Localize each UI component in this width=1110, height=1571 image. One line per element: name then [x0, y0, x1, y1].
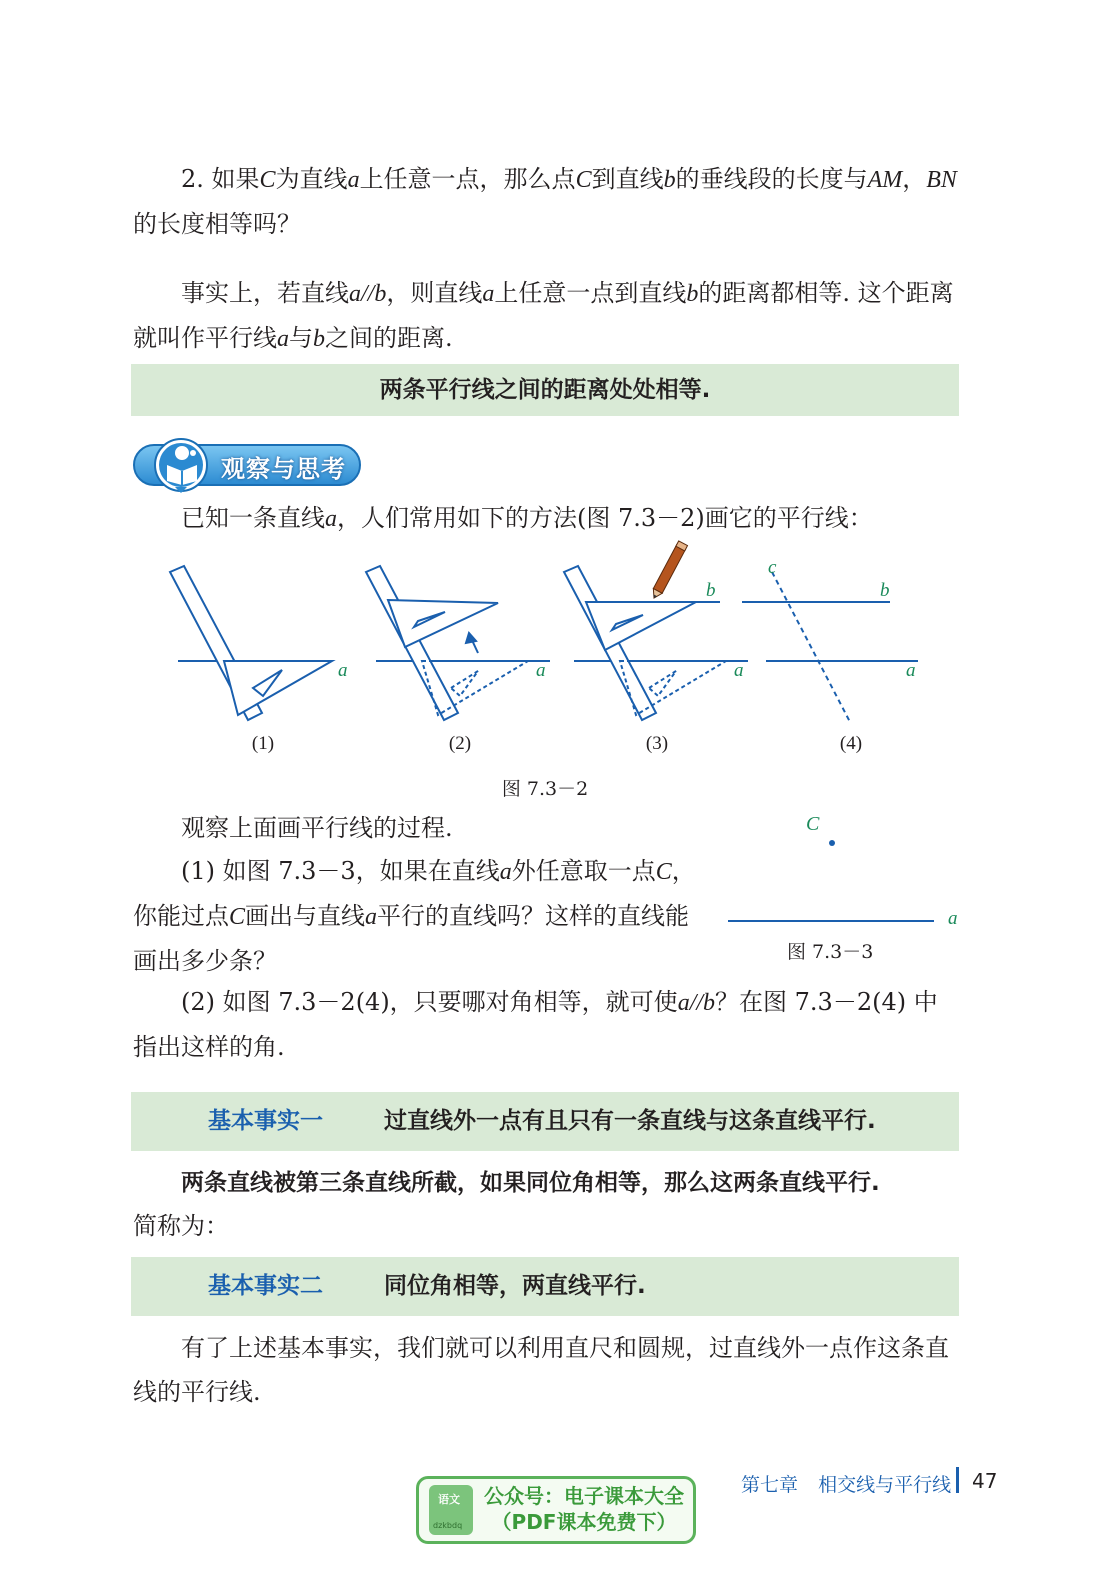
distance-fact-paragraph: 事实上，若直线a//b，则直线a上任意一点到直线b的距离都相等. 这个距离就叫作平行线a与b之间的距离. — [133, 279, 954, 352]
chapter-number: 第七章 — [741, 1474, 799, 1496]
badge-text — [481, 1483, 687, 1535]
intro-paragraph: 已知一条直线a，人们常用如下的方法(图 7.3－2)画它的平行线： — [181, 504, 873, 532]
figure-panel-2 — [366, 566, 550, 720]
observe-think-badge — [131, 437, 363, 493]
question-number: 2. — [181, 165, 204, 193]
watermark-badge — [416, 1476, 696, 1544]
figure-7-3-3 — [722, 806, 967, 941]
basic-fact-2-label: 基本事实二 — [208, 1273, 323, 1299]
panel-label-4: (4) — [839, 733, 863, 754]
short-form-label: 简称为： — [133, 1212, 229, 1240]
line-a-label: a — [948, 908, 958, 929]
label-b-3: b — [706, 580, 716, 601]
badge-line-2: （PDF课本免费下） — [491, 1510, 677, 1534]
footer-divider — [956, 1467, 959, 1493]
label-c-4: c — [768, 557, 777, 578]
point-c-label: C — [806, 813, 820, 835]
basic-fact-2-box — [131, 1257, 959, 1316]
figure-7-3-2-caption: 图 7.3－2 — [501, 778, 589, 800]
reader-icon — [163, 443, 201, 487]
bold-statement: 两条直线被第三条直线所截，如果同位角相等，那么这两条直线平行. — [181, 1170, 880, 1196]
question-2-paragraph: (2) 如图 7.3－2(4)，只要哪对角相等，就可使a//b？在图 7.3－2(4) 中指出这样的角. — [133, 988, 938, 1061]
panel-label-3: (3) — [645, 733, 669, 754]
closing-paragraph: 有了上述基本事实，我们就可以利用直尺和圆规，过直线外一点作这条直线的平行线. — [133, 1334, 949, 1406]
basic-fact-1-box — [131, 1092, 959, 1151]
key-statement-box — [131, 364, 959, 416]
observe-paragraph: 观察上面画平行线的过程. — [181, 814, 453, 842]
pencil-icon — [650, 541, 688, 600]
figure-panel-4 — [742, 572, 918, 722]
figure-7-3-2 — [160, 540, 940, 765]
figure-panel-1 — [170, 566, 332, 720]
basic-fact-1-label: 基本事实一 — [208, 1108, 323, 1134]
panel-label-2: (2) — [448, 733, 472, 754]
chapter-title: 相交线与平行线 — [818, 1474, 952, 1496]
question-2: 2. 如果C为直线a上任意一点，那么点C到直线b的垂线段的长度与AM，BN的长度相等吗？ — [133, 165, 957, 238]
label-a-4: a — [906, 660, 916, 681]
label-a-1: a — [338, 660, 348, 681]
label-a-3: a — [734, 660, 744, 681]
observe-think-title: 观察与思考 — [221, 455, 346, 483]
book-icon: 语文 dzkbdq — [429, 1485, 473, 1535]
key-statement-text: 两条平行线之间的距离处处相等. — [379, 377, 711, 403]
label-b-4: b — [880, 580, 890, 601]
panel-label-1: (1) — [251, 733, 275, 754]
point-c — [829, 840, 835, 846]
question-1-paragraph: (1) 如图 7.3－3，如果在直线a外任意取一点C，你能过点C画出与直线a平行的直线吗？这样的直线能画出多少条？ — [133, 857, 696, 975]
badge-line-1: 公众号：电子课本大全 — [484, 1484, 684, 1508]
chapter-footer — [741, 1470, 951, 1497]
figure-7-3-3-caption: 图 7.3－3 — [787, 941, 874, 963]
basic-fact-2-text: 同位角相等，两直线平行. — [384, 1273, 646, 1299]
page-number: 47 — [972, 1469, 998, 1493]
basic-fact-1-text: 过直线外一点有且只有一条直线与这条直线平行. — [384, 1108, 876, 1134]
label-a-2: a — [536, 660, 546, 681]
